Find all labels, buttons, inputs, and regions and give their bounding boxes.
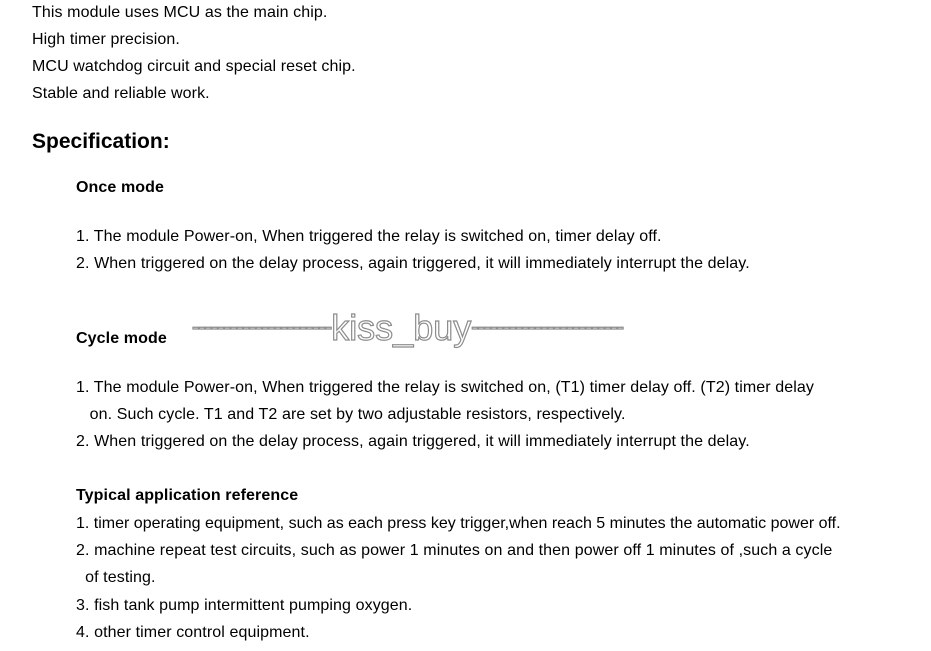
- application-item-1: 1. timer operating equipment, such as each press key trigger,when reach 5 minutes the automatic power off.: [76, 515, 841, 532]
- intro-line-2: High timer precision.: [32, 31, 180, 48]
- application-item-2: 2. machine repeat test circuits, such as power 1 minutes on and then power off 1 minutes of ,such a cycle: [76, 542, 833, 559]
- watermark-dashes-right: ------------------------: [471, 314, 624, 339]
- specification-heading: Specification:: [32, 130, 170, 153]
- cycle-mode-item-1: 1. The module Power-on, When triggered the relay is switched on, (T1) timer delay off. (T2) timer delay: [76, 379, 815, 396]
- intro-line-3: MCU watchdog circuit and special reset chip.: [32, 58, 356, 75]
- watermark-brand: kiss_buy: [331, 307, 472, 348]
- cycle-mode-item-2: 2. When triggered on the delay process, again triggered, it will immediately interrupt the delay.: [76, 433, 750, 450]
- intro-line-1: This module uses MCU as the main chip.: [32, 4, 328, 21]
- watermark-dashes-left: ----------------------: [192, 314, 332, 339]
- once-mode-item-1: 1. The module Power-on, When triggered the relay is switched on, timer delay off.: [76, 228, 662, 245]
- once-mode-title: Once mode: [76, 179, 165, 196]
- application-item-3: 3. fish tank pump intermittent pumping oxygen.: [76, 597, 413, 614]
- application-item-2-continued: of testing.: [76, 569, 156, 586]
- cycle-mode-item-1-continued: on. Such cycle. T1 and T2 are set by two adjustable resistors, respectively.: [76, 406, 626, 423]
- cycle-mode-title: Cycle mode: [76, 330, 167, 347]
- intro-line-4: Stable and reliable work.: [32, 85, 210, 102]
- kiss-buy-watermark: [192, 305, 623, 350]
- application-item-4: 4. other timer control equipment.: [76, 624, 310, 641]
- once-mode-item-2: 2. When triggered on the delay process, again triggered, it will immediately interrupt the delay.: [76, 255, 750, 272]
- cut-off-text-fragment: [140, 645, 540, 651]
- application-title: Typical application reference: [76, 487, 299, 504]
